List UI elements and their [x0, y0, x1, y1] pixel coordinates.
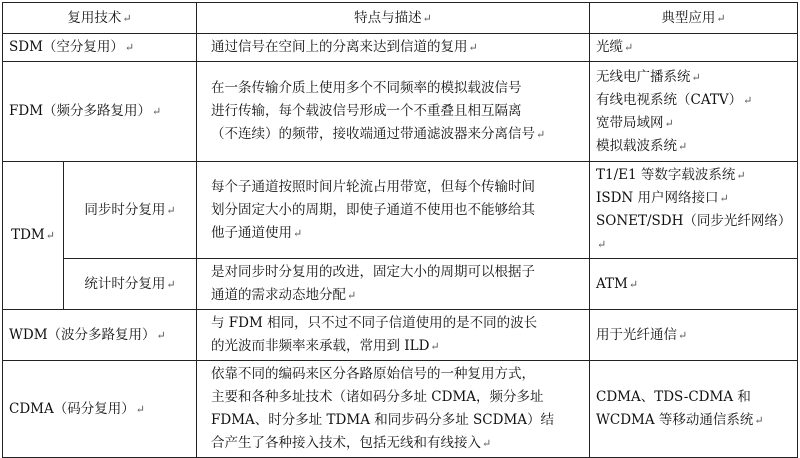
desc-line: 划分固定大小的周期，即使子通道不使用也不能够给其 — [211, 201, 535, 218]
cell-apps-wdm: 用于光纤通信↵ — [590, 310, 798, 361]
table-row — [3, 259, 798, 310]
app-item: CDMA、TDS-CDMA 和 — [596, 389, 751, 405]
desc-line: FDMA、时分多址 TDMA 和同步码分多址 SCDMA）结 — [211, 412, 555, 428]
cell-desc-tdm-sync — [197, 162, 590, 259]
header-technique: 复用技术↵ — [3, 3, 197, 34]
cell-desc-tdm-stat — [197, 259, 590, 310]
desc-line: 他子通道使用↵ — [211, 224, 303, 241]
desc-line: 在一条传输介质上使用多个不同频率的模拟载波信号 — [211, 80, 522, 96]
app-item: 宽带局域网↵ — [596, 114, 674, 131]
cell-name-sdm: SDM（空分复用）↵ — [3, 34, 197, 62]
cell-apps-tdm-sync — [590, 162, 798, 259]
header-row — [3, 3, 798, 34]
cell-desc-cdma — [197, 361, 590, 458]
desc-line: 进行传输，每个载波信号形成一个不重叠且相互隔离 — [211, 103, 522, 119]
cell-name-tdm-sync: 同步时分复用↵ — [64, 162, 197, 259]
cell-desc-sdm: 通过信号在空间上的分离来达到信道的复用↵ — [197, 34, 590, 62]
desc-line: 的光波而非频率来承载，常用到 ILD↵ — [211, 338, 440, 354]
cell-name-tdm-stat: 统计时分复用↵ — [64, 259, 197, 310]
table-row — [3, 310, 798, 361]
app-item: 无线电广播系统↵ — [596, 68, 701, 85]
cell-name-fdm: FDM（频分多路复用）↵ — [3, 62, 197, 162]
desc-line: （不连续）的频带，接收端通过带通滤波器来分离信号↵ — [211, 126, 546, 142]
multiplexing-table — [2, 2, 798, 458]
cell-desc-fdm — [197, 62, 590, 162]
desc-line: 与 FDM 相同，只不过不同子信道使用的是不同的波长 — [211, 315, 538, 331]
cell-name-wdm: WDM（波分多路复用）↵ — [3, 310, 197, 361]
cell-name-cdma: CDMA（码分复用）↵ — [3, 361, 197, 458]
table-row — [3, 162, 798, 259]
table-row — [3, 361, 798, 458]
cell-apps-sdm: 光缆↵ — [590, 34, 798, 62]
desc-line: 是对同步时分复用的改进，固定大小的周期可以根据子 — [211, 264, 535, 280]
table-row — [3, 34, 798, 62]
header-applications: 典型应用↵ — [590, 3, 798, 34]
cell-apps-cdma — [590, 361, 798, 458]
cell-desc-wdm — [197, 310, 590, 361]
header-description: 特点与描述↵ — [197, 3, 590, 34]
table-row — [3, 62, 798, 162]
desc-line: 合产生了各种接入技术，包括无线和有线接入↵ — [211, 435, 492, 451]
desc-line: 依靠不同的编码来区分各路原始信号的一种复用方式， — [211, 366, 535, 382]
desc-line: 每个子通道按照时间片轮流占用带宽，但每个传输时间 — [211, 178, 535, 195]
app-item: SONET/SDH（同步光纤网络）↵ — [596, 213, 792, 251]
cell-apps-tdm-stat: ATM↵ — [590, 259, 798, 310]
app-item: 模拟载波系统↵ — [596, 137, 688, 154]
desc-line: 主要和各种多址技术（诸如码分多址 CDMA，频分多址 — [211, 389, 544, 405]
cell-name-tdm: TDM↵ — [3, 162, 64, 310]
app-item: 有线电视系统（CATV）↵ — [596, 91, 753, 108]
app-item: WCDMA 等移动通信系统↵ — [596, 412, 764, 428]
app-item: ISDN 用户网络接口↵ — [596, 190, 729, 206]
cell-apps-fdm — [590, 62, 798, 162]
app-item: T1/E1 等数字载波系统↵ — [596, 167, 746, 183]
desc-line: 通道的需求动态地分配↵ — [211, 287, 357, 303]
